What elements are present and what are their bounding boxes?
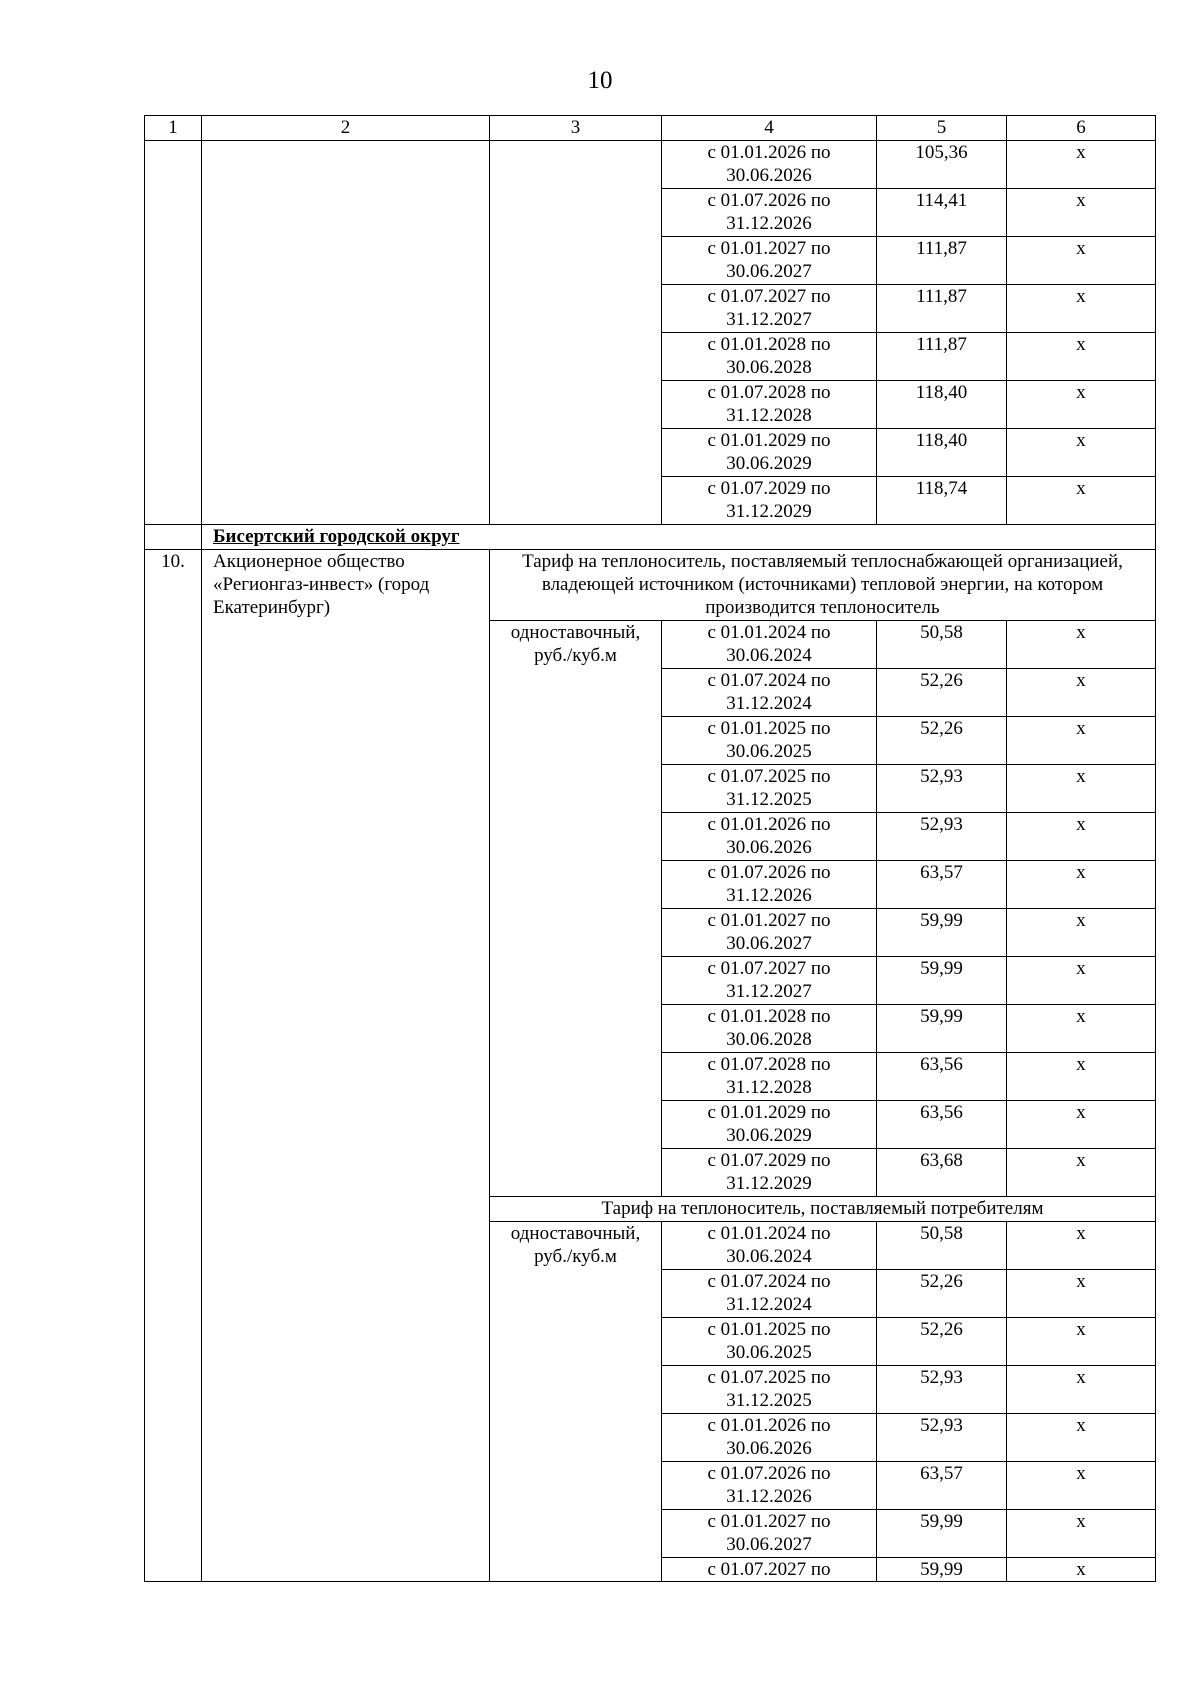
mark-cell: х [1007, 813, 1156, 861]
period-to: 31.12.2028 [726, 405, 812, 426]
period-cell [662, 1005, 877, 1053]
mark-cell: х [1007, 1270, 1156, 1318]
period-from: с 01.01.2025 по [707, 718, 831, 739]
period-to: 30.06.2026 [726, 1438, 812, 1459]
mark-cell: х [1007, 765, 1156, 813]
tariff-table [144, 115, 1156, 1582]
district-name: Бисертский городской округ [202, 525, 1156, 550]
mark-cell: х [1007, 717, 1156, 765]
period-cell [662, 1366, 877, 1414]
tariff-value: 52,26 [877, 1318, 1007, 1366]
table-row [145, 141, 1156, 189]
mark-cell: х [1007, 621, 1156, 669]
tariff-value: 52,93 [877, 813, 1007, 861]
tariff-value: 59,99 [877, 1510, 1007, 1558]
period-cell [662, 909, 877, 957]
period-to: 30.06.2024 [726, 645, 812, 666]
tariff-value: 111,87 [877, 285, 1007, 333]
tariff-value: 59,99 [877, 1005, 1007, 1053]
period-from: с 01.07.2026 по [707, 190, 831, 211]
period-from: с 01.01.2027 по [707, 910, 831, 931]
tariff-value: 59,99 [877, 1558, 1007, 1582]
period-from: с 01.07.2024 по [707, 670, 831, 691]
period-cell [662, 621, 877, 669]
period-to: 31.12.2029 [726, 501, 812, 522]
tariff-value: 118,40 [877, 381, 1007, 429]
period-from: с 01.01.2026 по [707, 1415, 831, 1436]
period-cell [662, 669, 877, 717]
column-header: 2 [202, 116, 490, 141]
column-header: 6 [1007, 116, 1156, 141]
period-to: 31.12.2027 [726, 309, 812, 330]
period-from: с 01.01.2027 по [707, 238, 831, 259]
mark-cell: х [1007, 1510, 1156, 1558]
mark-cell: х [1007, 1053, 1156, 1101]
period-to: 30.06.2027 [726, 261, 812, 282]
period-cell [662, 1510, 877, 1558]
period-to: 31.12.2025 [726, 789, 812, 810]
period-to: 31.12.2024 [726, 693, 812, 714]
tariff-value: 50,58 [877, 621, 1007, 669]
mark-cell: х [1007, 1318, 1156, 1366]
period-to: 31.12.2025 [726, 1390, 812, 1411]
period-from: с 01.01.2026 по [707, 814, 831, 835]
district-number-empty [145, 525, 202, 550]
tariff-value: 63,56 [877, 1101, 1007, 1149]
period-to: 31.12.2029 [726, 1173, 812, 1194]
mark-cell: х [1007, 1366, 1156, 1414]
period-to: 30.06.2026 [726, 165, 812, 186]
mark-cell: х [1007, 429, 1156, 477]
tariff-value: 59,99 [877, 957, 1007, 1005]
mark-cell: х [1007, 477, 1156, 525]
period-from: с 01.07.2027 по [707, 958, 831, 979]
period-cell [662, 957, 877, 1005]
tariff-value: 52,93 [877, 765, 1007, 813]
tariff-value: 118,40 [877, 429, 1007, 477]
tariff-value: 63,57 [877, 1462, 1007, 1510]
period-to: 30.06.2025 [726, 1342, 812, 1363]
period-to: 31.12.2027 [726, 981, 812, 1002]
mark-cell: х [1007, 1558, 1156, 1582]
period-to: 30.06.2027 [726, 1534, 812, 1555]
district-row [145, 525, 1156, 550]
period-from: с 01.01.2029 по [707, 1102, 831, 1123]
period-cell [662, 1270, 877, 1318]
cell-type-empty [490, 141, 662, 525]
tariff-value: 111,87 [877, 333, 1007, 381]
tariff-title: Тариф на теплоноситель, поставляемый теплоснабжающей организацией, владеющей источником (источниками) тепловой энергии, на котором производится теплоноситель [490, 550, 1156, 621]
mark-cell: х [1007, 141, 1156, 189]
mark-cell: х [1007, 189, 1156, 237]
tariff-type: одноставочный, руб./куб.м [490, 1222, 662, 1582]
tariff-value: 52,93 [877, 1366, 1007, 1414]
entry-number: 10. [145, 550, 202, 1582]
mark-cell: х [1007, 237, 1156, 285]
period-from: с 01.01.2026 по [707, 142, 831, 163]
tariff-value: 118,74 [877, 477, 1007, 525]
cell-number-empty [145, 141, 202, 525]
tariff-value: 111,87 [877, 237, 1007, 285]
period-cell [662, 141, 877, 189]
page-number: 10 [587, 67, 613, 94]
period-to: 30.06.2026 [726, 837, 812, 858]
column-number-row [145, 116, 1156, 141]
period-from: с 01.01.2028 по [707, 334, 831, 355]
mark-cell: х [1007, 1101, 1156, 1149]
period-from: с 01.07.2026 по [707, 862, 831, 883]
period-from: с 01.07.2024 по [707, 1271, 831, 1292]
column-header: 4 [662, 116, 877, 141]
period-cell [662, 285, 877, 333]
period-from: с 01.07.2029 по [707, 478, 831, 499]
tariff-value: 50,58 [877, 1222, 1007, 1270]
mark-cell: х [1007, 1149, 1156, 1197]
period-cell [662, 861, 877, 909]
tariff-value: 52,26 [877, 1270, 1007, 1318]
period-from: с 01.07.2026 по [707, 1463, 831, 1484]
period-to: 30.06.2027 [726, 933, 812, 954]
organization-name: Акционерное общество «Регионгаз-инвест» (город Екатеринбург) [202, 550, 490, 1582]
period-cell [662, 429, 877, 477]
period-to: 31.12.2026 [726, 1486, 812, 1507]
period-cell [662, 477, 877, 525]
mark-cell: х [1007, 909, 1156, 957]
period-to: 31.12.2028 [726, 1077, 812, 1098]
period-to: 31.12.2026 [726, 885, 812, 906]
period-cell [662, 237, 877, 285]
mark-cell: х [1007, 333, 1156, 381]
period-from: с 01.07.2028 по [707, 382, 831, 403]
tariff-value: 52,93 [877, 1414, 1007, 1462]
period-cell [662, 1318, 877, 1366]
mark-cell: х [1007, 669, 1156, 717]
period-from: с 01.01.2024 по [707, 622, 831, 643]
period-from: с 01.07.2027 по [707, 1559, 831, 1580]
mark-cell: х [1007, 285, 1156, 333]
tariff-value: 114,41 [877, 189, 1007, 237]
mark-cell: х [1007, 1414, 1156, 1462]
period-cell [662, 1414, 877, 1462]
tariff-value: 52,26 [877, 669, 1007, 717]
mark-cell: х [1007, 381, 1156, 429]
period-from: с 01.01.2029 по [707, 430, 831, 451]
period-from: с 01.07.2028 по [707, 1054, 831, 1075]
cell-organization-empty [202, 141, 490, 525]
column-header: 3 [490, 116, 662, 141]
period-from: с 01.07.2025 по [707, 766, 831, 787]
period-cell [662, 1222, 877, 1270]
tariff-type: одноставочный, руб./куб.м [490, 621, 662, 1197]
mark-cell: х [1007, 861, 1156, 909]
period-cell [662, 1462, 877, 1510]
period-to: 30.06.2024 [726, 1246, 812, 1267]
column-header: 1 [145, 116, 202, 141]
period-to: 31.12.2026 [726, 213, 812, 234]
period-from: с 01.07.2027 по [707, 286, 831, 307]
period-cell [662, 1149, 877, 1197]
period-cell [662, 1101, 877, 1149]
period-to: 30.06.2028 [726, 357, 812, 378]
tariff-title: Тариф на теплоноситель, поставляемый потребителям [490, 1197, 1156, 1222]
period-cell [662, 381, 877, 429]
period-from: с 01.07.2029 по [707, 1150, 831, 1171]
period-cell [662, 1053, 877, 1101]
tariff-value: 59,99 [877, 909, 1007, 957]
period-cell [662, 717, 877, 765]
period-to: 30.06.2029 [726, 453, 812, 474]
tariff-value: 63,68 [877, 1149, 1007, 1197]
tariff-value: 63,56 [877, 1053, 1007, 1101]
column-header: 5 [877, 116, 1007, 141]
tariff-value: 63,57 [877, 861, 1007, 909]
mark-cell: х [1007, 1462, 1156, 1510]
mark-cell: х [1007, 1005, 1156, 1053]
period-cell [662, 333, 877, 381]
period-cell [662, 765, 877, 813]
tariff-value: 52,26 [877, 717, 1007, 765]
tariff-value: 105,36 [877, 141, 1007, 189]
period-cell [662, 813, 877, 861]
period-to: 30.06.2028 [726, 1029, 812, 1050]
period-from: с 01.07.2025 по [707, 1367, 831, 1388]
period-from: с 01.01.2028 по [707, 1006, 831, 1027]
period-from: с 01.01.2025 по [707, 1319, 831, 1340]
period-to: 30.06.2029 [726, 1125, 812, 1146]
period-from: с 01.01.2024 по [707, 1223, 831, 1244]
period-to: 30.06.2025 [726, 741, 812, 762]
mark-cell: х [1007, 1222, 1156, 1270]
period-cell [662, 189, 877, 237]
period-cell [662, 1558, 877, 1582]
tariff-title-row [145, 550, 1156, 621]
period-to: 31.12.2024 [726, 1294, 812, 1315]
period-from: с 01.01.2027 по [707, 1511, 831, 1532]
mark-cell: х [1007, 957, 1156, 1005]
